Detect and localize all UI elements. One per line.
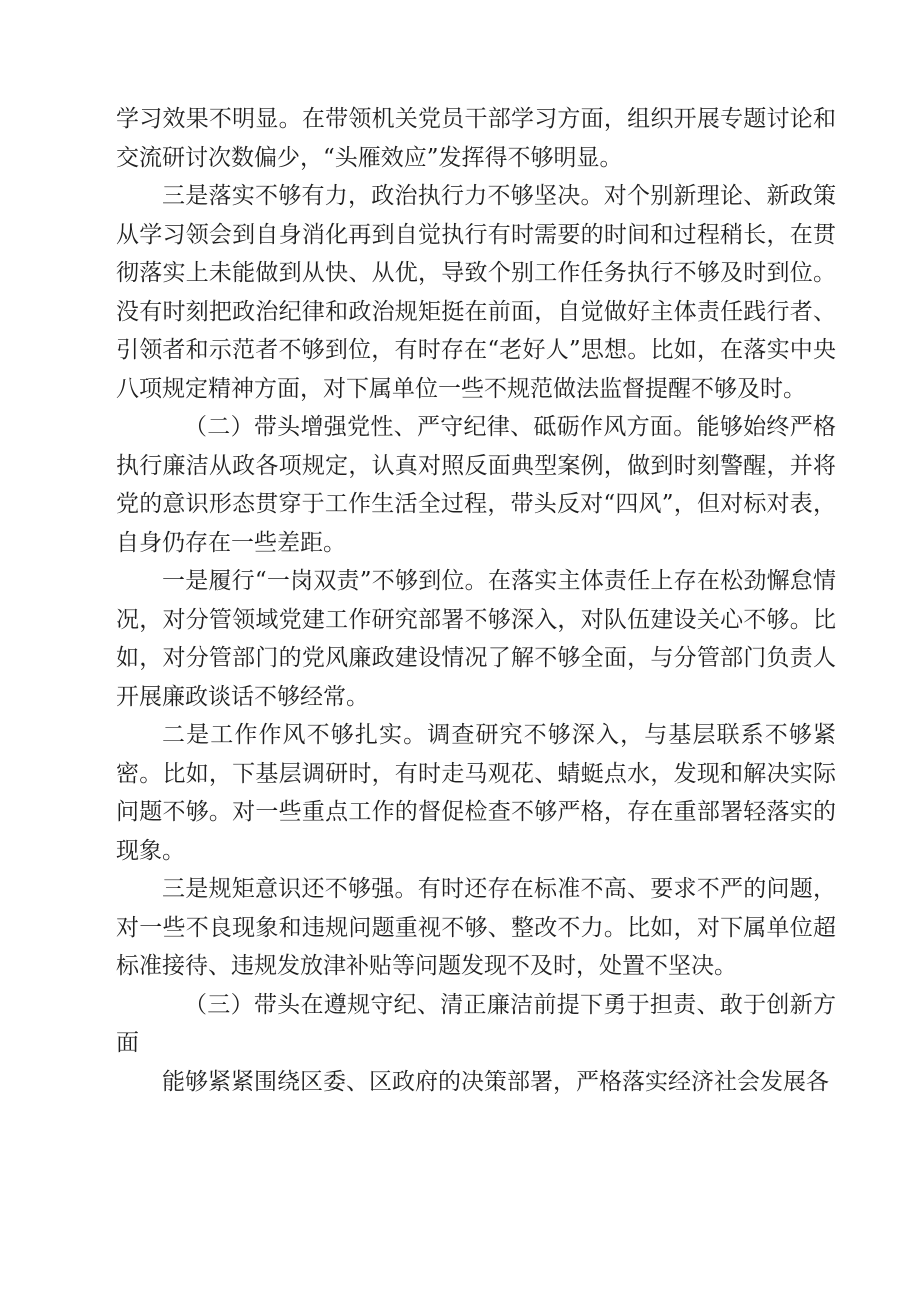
section-heading-two: （二）带头增强党性、严守纪律、砥砺作风方面。能够始终严格执行廉洁从政各项规定，认真对照反面典型案例，做到时刻警醒，并将党的意识形态贯穿于工作生活全过程，带头反对“四风”，但对标对表，自身仍存在一些差距。: [116, 414, 836, 556]
document-body: [116, 100, 836, 1101]
paragraph-point-two: 二是工作作风不够扎实。调查研究不够深入，与基层联系不够紧密。比如，下基层调研时，有时走马观花、蜻蜓点水，发现和解决实际问题不够。对一些重点工作的督促检查不够严格，存在重部署轻落实的现象。: [116, 722, 836, 864]
paragraph-point-three: 三是落实不够有力，政治执行力不够坚决。对个别新理论、新政策从学习领会到自身消化再到自觉执行有时需要的时间和过程稍长，在贯彻落实上未能做到从快、从优，导致个别工作任务执行不够及时到位。没有时刻把政治纪律和政治规矩挺在前面，自觉做好主体责任践行者、引领者和示范者不够到位，有时存在“老好人”思想。比如，在落实中央八项规定精神方面，对下属单位一些不规范做法监督提醒不够及时。: [116, 183, 836, 402]
paragraph-point-one: 一是履行“一岗双责”不够到位。在落实主体责任上存在松劲懈怠情况，对分管领域党建工作研究部署不够深入，对队伍建设关心不够。比如，对分管部门的党风廉政建设情况了解不够全面，与分管部门负责人开展廉政谈话不够经常。: [116, 568, 836, 710]
paragraph-point-three-b: 三是规矩意识还不够强。有时还存在标准不高、要求不严的问题，对一些不良现象和违规问题重视不够、整改不力。比如，对下属单位超标准接待、违规发放津补贴等问题发现不及时，处置不坚决。: [116, 876, 836, 979]
section-heading-three: （三）带头在遵规守纪、清正廉洁前提下勇于担责、敢于创新方面: [116, 991, 836, 1056]
paragraph-continuation: 学习效果不明显。在带领机关党员干部学习方面，组织开展专题讨论和交流研讨次数偏少，“头雁效应”发挥得不够明显。: [116, 106, 836, 171]
paragraph-intro: 能够紧紧围绕区委、区政府的决策部署，严格落实经济社会发展各: [162, 1068, 829, 1095]
